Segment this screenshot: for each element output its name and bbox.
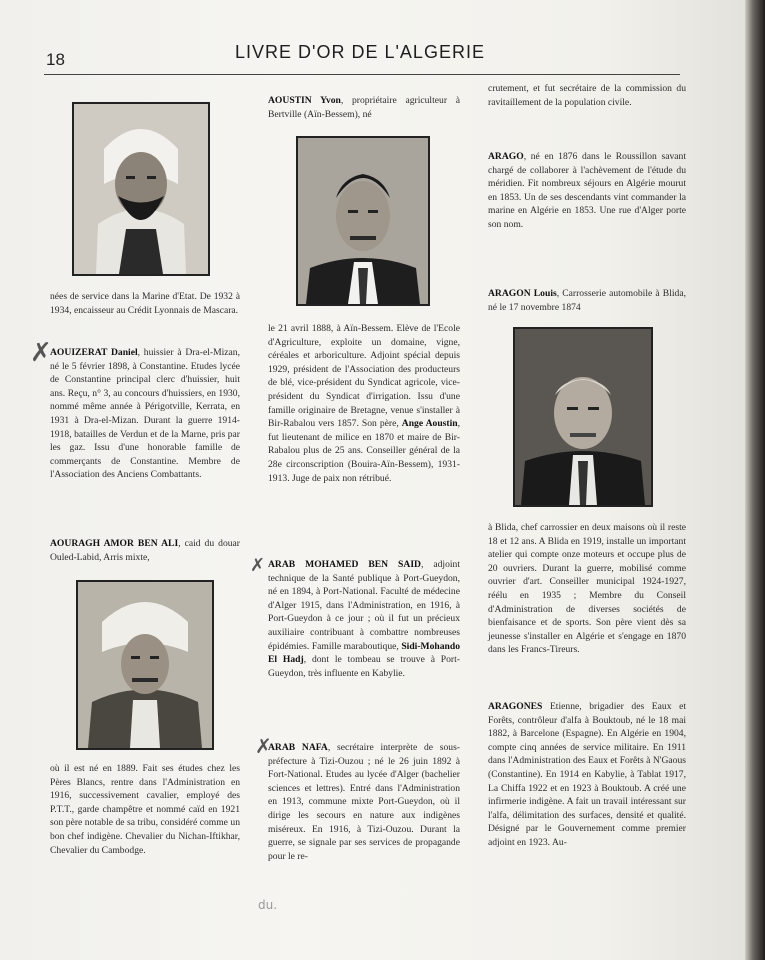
entry-arab-mohamed: ARAB MOHAMED BEN SAID, adjoint technique de la Santé publique à Port-Gueydon, né en 1894, à Port-National. Faculté de médecine d'Alger 1915, dans l'Administration, en 1916, à Port-Gueydon à ce jour ; où il fut un précieux auxiliaire contribuant à combattre nombreuses épidémies. Famille maraboutique, Sidi-Mohando El Hadj, dont le tombeau se trouve à Port-Gueydon, très influente en Kabylie. [268,559,460,679]
portrait-image [515,329,651,505]
entry-aoustin [268,94,460,121]
saint-name: Sidi-Mohando El Hadj [268,640,460,666]
portrait-image [298,138,428,304]
portrait-photo-3 [296,136,430,306]
entry-text: , caid du douar Ouled-Labid, Arris mixte, [50,538,240,563]
entry-aragones [488,700,686,850]
entry-text: , propriétaire agriculteur à Bertville (Aïn-Bessem), né [268,95,460,120]
handwritten-check-mark: ✗ [250,555,266,576]
entry-name: ARAGONES [488,701,543,712]
continued-text: le 21 avril 1888, à Aïn-Bessem. Elève de l'Ecole d'Agriculture, exploite un domaine, vigne, céréales et arboriculture. Adjoint spécial depuis 1929, président de l'Association des producteurs de blé, vice-président du Syndicat agricole, vice-président du Syndicat d'irrigation. Issu d'une famille originaire de Bretagne, venue s'installer à Bir-Rabalou vers 1857. Son père, Ange Aoustin, fut lieutenant de milice en 1870 et maire de Bir-Rabalou plus de 25 ans. Conseiller général de la 28e circonscription (Bouira-Aïn-Bessem), 1931-1913. Juge de paix non rétribué. [268,323,460,484]
handwritten-check-mark: ✗ [255,734,272,758]
entry-name: AOURAGH AMOR BEN ALI [50,538,179,549]
portrait-photo-2 [76,580,214,750]
entry-text: , Carrosserie automobile à Blida, né le 17 novembre 1874 [488,288,686,313]
entry-name: ARAGON Louis [488,288,557,299]
continued-text: où il est né en 1889. Fait ses études chez les Pères Blancs, rentre dans l'Administration en 1916, successivement cavalier, employé des P.T.T., garde champêtre et nommé caïd en 1921 son père notable de sa tribu, considéré comme un bon chef indigène. Chevalier du Nichan-Iftikhar, Chevalier du Cambodge. [50,763,240,856]
entry-text: Etienne, brigadier des Eaux et Forêts, contrôleur d'alfa à Bouktoub, né le 18 mai 1882, à Barcelone (Espagne). En Algérie en 1904, compte cinq années de service militaire. En 1911 dans l'Administration des Eaux et Forêts à N'Gaous (Constantine). En 1914 en Kabylie, à Tablat 1917, La Chiffa 1922 et en 1923 à Bouktoub. A créé une infirmerie indigène. A fait un travail intéressant sur l'alfa, délimitation des surfaces, densité et qualité. Désigné par le Gouvernement comme premier adjoint en 1923. Au- [488,701,686,848]
entry-name: AOUSTIN Yvon [268,95,341,106]
entry-text: , secrétaire interprète de sous-préfecture à Tizi-Ouzou ; né le 26 juin 1892 à Fort-National. Etudes au lycée d'Alger (bachelier sciences et lettres). Entré dans l'Administration en 1913, commune mixte Port-Gueydon, où il dirige les secours en nature aux indigènes miséreux. En 1916, à Tizi-Ouzou. Durant la guerre, se signale par ses services de propagande pour le re- [268,742,460,862]
entry-aouragh [50,537,240,564]
entry-text: , né en 1876 dans le Roussillon savant chargé de collaborer à l'achèvement de l'étude du méridien. Fit nombreux séjours en Algérie mourut en 1853. Un de ses descendants vint commander la marine en Algérie en 1853. Une rue d'Alger porte son nom. [488,151,686,230]
portrait-photo-4 [513,327,653,507]
portrait-image [78,582,212,748]
continued-text: à Blida, chef carrossier en deux maisons où il reste 18 et 12 ans. A Blida en 1919, installe un important atelier qui compte onze moteurs et occupe plus de 20 ouvriers. Durant la guerre, mobilisé comme ouvrier d'art. Conseiller municipal 1924-1927, réélu en 1935 ; Membre du Conseil d'Administration de diverses sociétés de bienfaisance et de sports. Son père vient dès sa jeunesse s'installer en Algérie et s'engage en 1870 dans les Francs-Tireurs. [488,522,686,656]
book-gutter-shadow [745,0,765,960]
continued-text: crutement, et fut secrétaire de la commission du ravitaillement de la population civile. [488,83,686,108]
entry-name: ARAB MOHAMED BEN SAID [268,559,421,570]
column-1 [50,0,240,960]
running-title: LIVRE D'OR DE L'ALGERIE [235,42,485,62]
entry-arago [488,150,686,232]
handwritten-check-mark: ✗ [30,338,52,368]
entry-name: AOUIZERAT Daniel [50,347,138,358]
entry-name: ARAGO [488,151,524,162]
entry-aragon [488,287,686,314]
entry-aouizerat [50,346,240,482]
father-name: Ange Aoustin [401,418,458,430]
pencil-scribble: du. [258,898,278,912]
continued-text: nées de service dans la Marine d'Etat. De 1932 à 1934, encaisseur au Crédit Lyonnais de Mascara. [50,291,240,316]
entry-name: ARAB NAFA [268,742,328,753]
entry-arab-nafa [268,741,460,863]
page-number: 18 [46,50,65,69]
entry-text: , huissier à Dra-el-Mizan, né le 5 février 1898, à Constantine. Etudes lycée de Constantine principal clerc d'huissier, huit ans. Reçu, n° 3, au concours d'huissiers, en 1930, nommé même année à Périgotville, Kerrata, en 1931 à Dra-el-Mizan. Durant la guerre 1914-1918, batailles de Verdun et de la Marne, pris par les gaz. Issu d'une honorable famille de commerçants de Constantine. Membre de l'Association des Anciens Combattants. [50,347,240,481]
